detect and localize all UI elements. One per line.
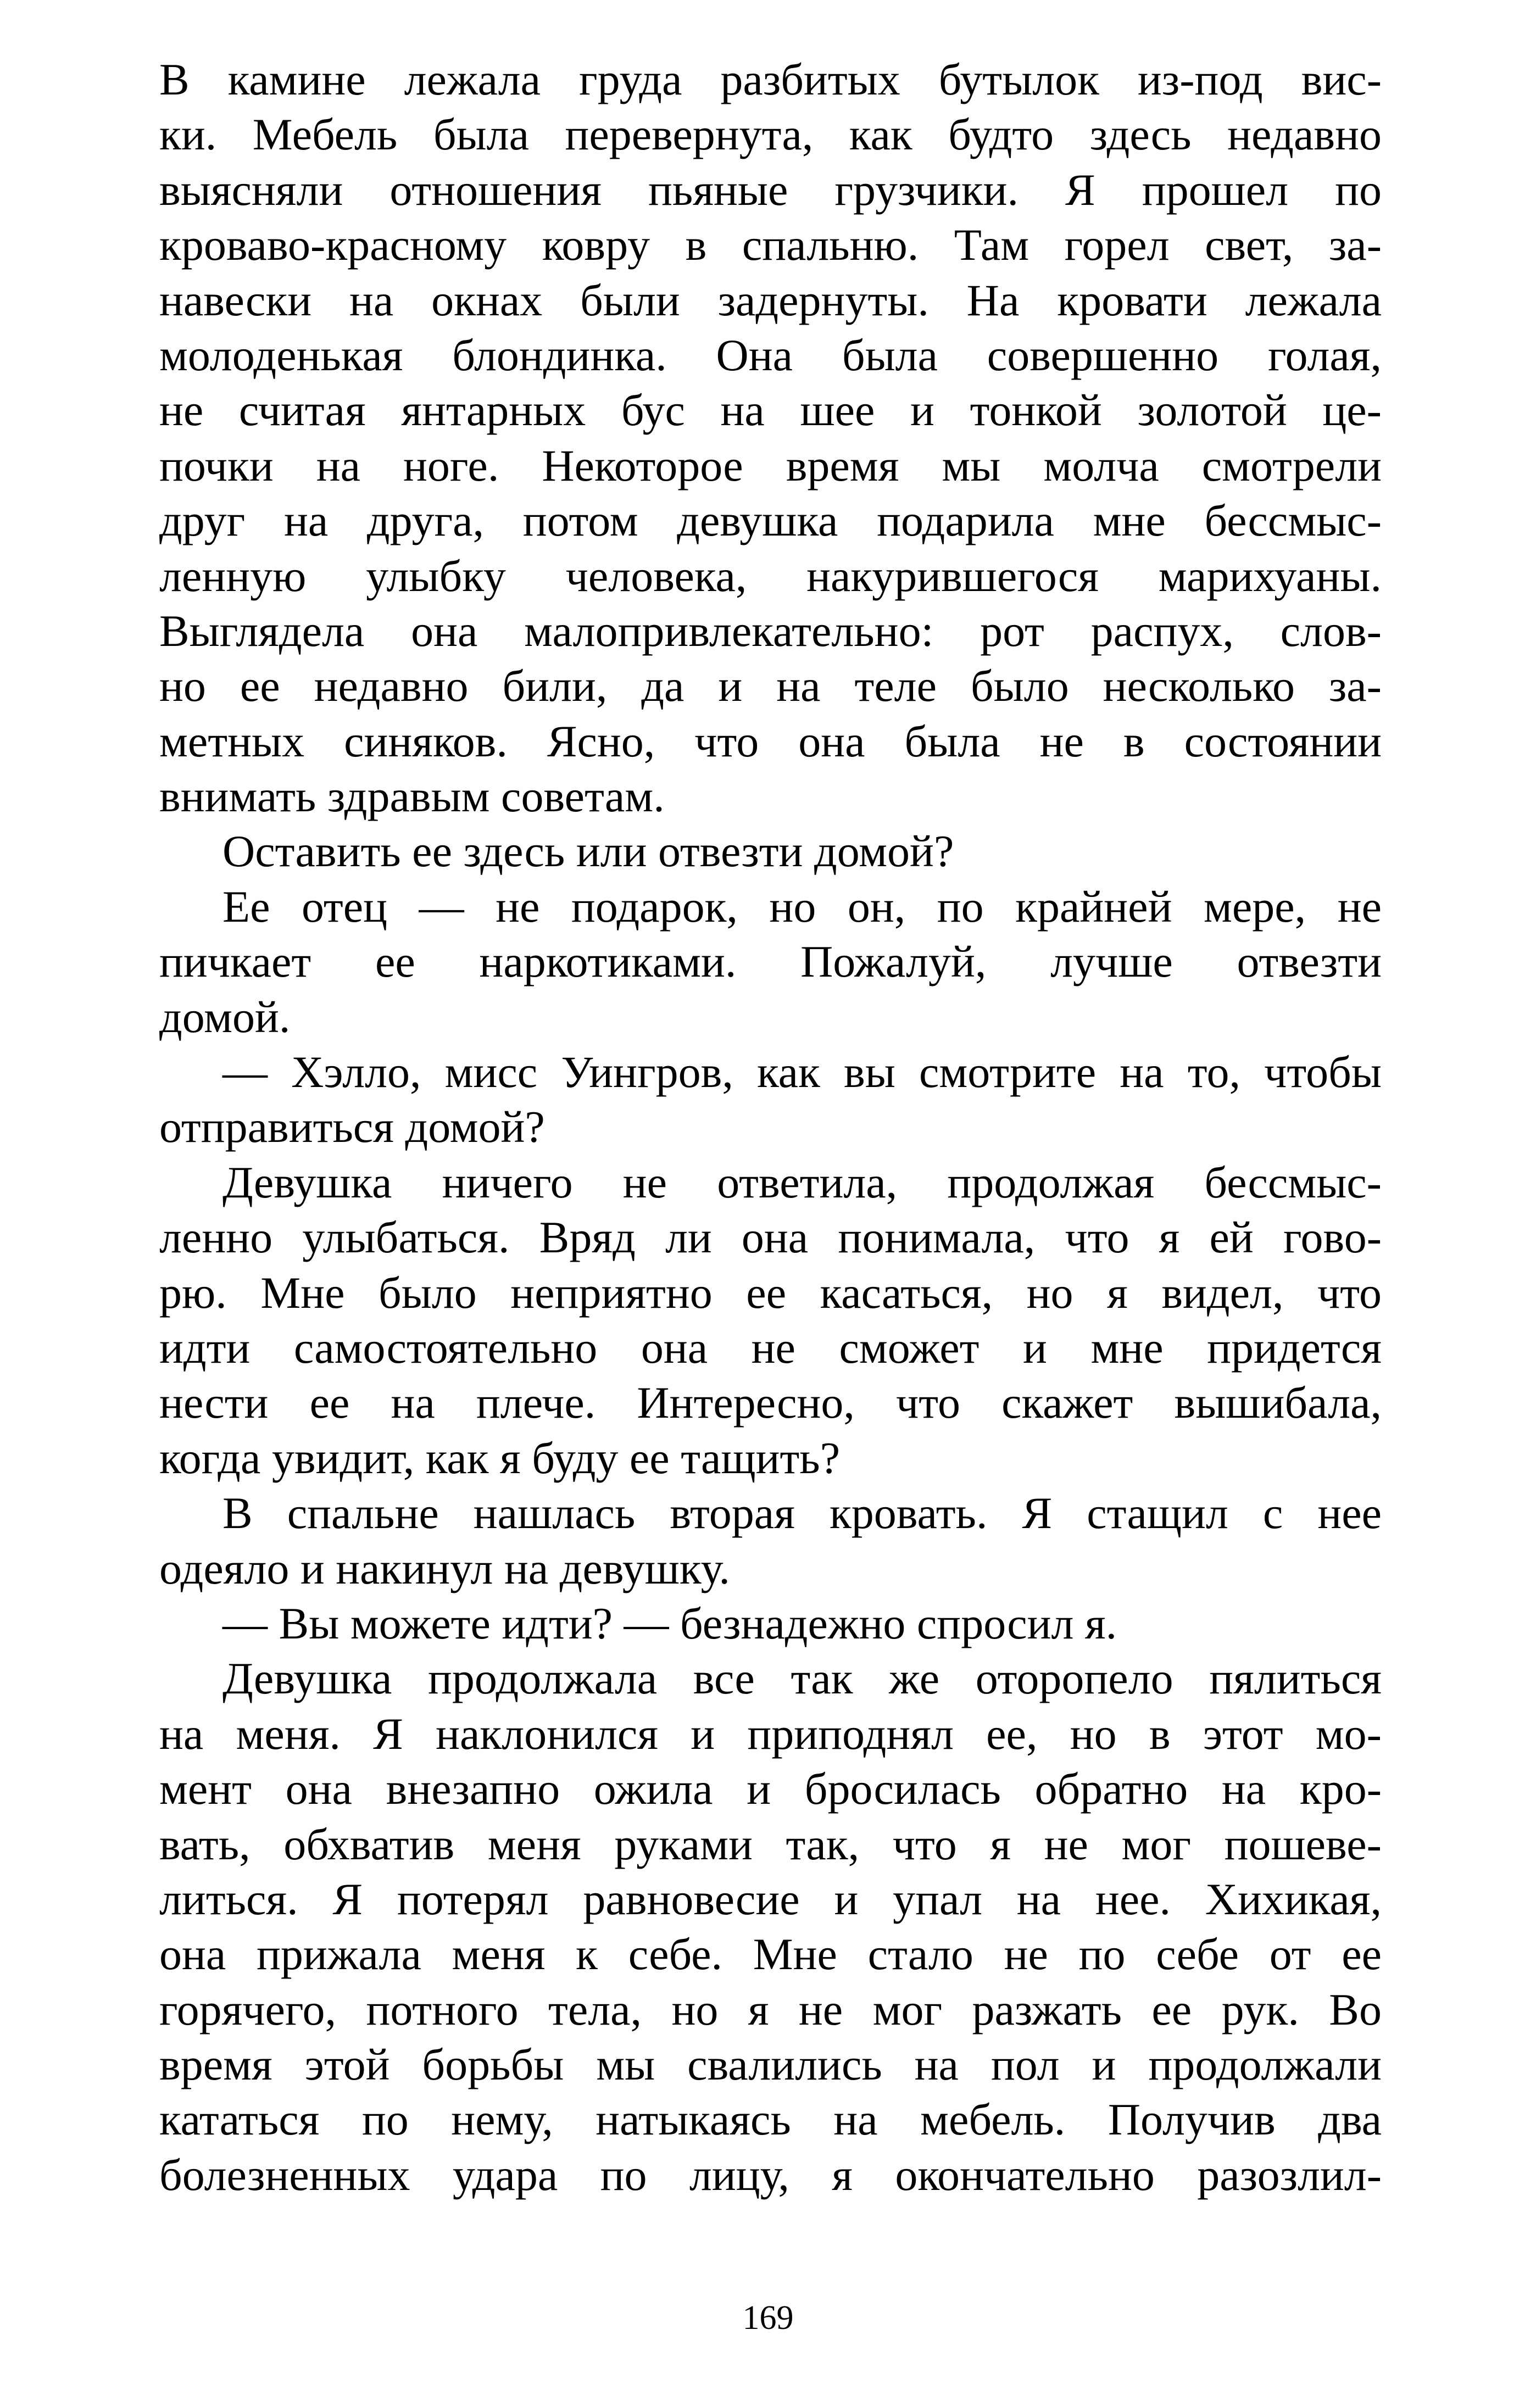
text-line: внимать здравым советам. [159, 771, 665, 822]
text-line: одеяло и накинул на девушку. [159, 1543, 730, 1593]
text-line: ленно улыбаться. Вряд ли она понимала, что я ей гово- [159, 1212, 1382, 1263]
text-line: на меня. Я наклонился и приподнял ее, но в этот мо- [159, 1708, 1382, 1759]
text-line: мент она внезапно ожила и бросилась обратно на кро- [159, 1764, 1382, 1814]
text-line: литься. Я потерял равновесие и упал на нее. Хихикая, [159, 1874, 1382, 1924]
text-line: молоденькая блондинка. Она была совершенно голая, [159, 330, 1382, 380]
text-line: рю. Мне было неприятно ее касаться, но я видел, что [159, 1267, 1382, 1318]
text-line: Ее отец — не подарок, но он, по крайней мере, не [222, 881, 1382, 932]
text-line: навески на окнах были задернуты. На кровати лежала [159, 275, 1382, 325]
text-line: Оставить ее здесь или отвезти домой? [222, 826, 954, 877]
text-line: горячего, потного тела, но я не мог разжать ее рук. Во [159, 1984, 1382, 2034]
text-line: она прижала меня к себе. Мне стало не по себе от ее [159, 1929, 1382, 1980]
text-line: Девушка продолжала все так же оторопело пялиться [222, 1653, 1382, 1704]
text-line: — Хэлло, мисс Уингров, как вы смотрите на то, чтобы [222, 1047, 1382, 1097]
text-line: домой. [159, 991, 291, 1042]
text-line: отправиться домой? [159, 1102, 545, 1152]
body-text [159, 52, 1382, 2203]
text-line: время этой борьбы мы свалились на пол и продолжали [159, 2039, 1382, 2090]
text-line: не считая янтарных бус на шее и тонкой золотой це- [159, 385, 1382, 436]
text-line: нести ее на плече. Интересно, что скажет вышибала, [159, 1378, 1382, 1428]
text-line: Девушка ничего не ответила, продолжая бессмыс- [222, 1157, 1382, 1207]
text-line: ки. Мебель была перевернута, как будто здесь недавно [159, 109, 1382, 160]
text-line: болезненных удара по лицу, я окончательно разозлил- [159, 2149, 1382, 2200]
text-line: пичкает ее наркотиками. Пожалуй, лучше отвезти [159, 937, 1382, 987]
text-line: В камине лежала груда разбитых бутылок из-под вис- [159, 54, 1382, 104]
page-number: 169 [742, 2299, 794, 2337]
text-line: вать, обхватив меня руками так, что я не мог пошеве- [159, 1819, 1382, 1869]
text-line: почки на ноге. Некоторое время мы молча смотрели [159, 440, 1382, 490]
text-line: когда увидит, как я буду ее тащить? [159, 1432, 841, 1483]
text-line: В спальне нашлась вторая кровать. Я стащил с нее [222, 1488, 1382, 1539]
text-line: метных синяков. Ясно, что она была не в состоянии [159, 716, 1382, 766]
text-line: кроваво-красному ковру в спальню. Там горел свет, за- [159, 220, 1382, 270]
text-line: друг на друга, потом девушка подарила мне бессмыс- [159, 495, 1382, 546]
text-line: кататься по нему, натыкаясь на мебель. Получив два [159, 2094, 1382, 2145]
text-line: Выглядела она малопривлекательно: рот распух, слов- [159, 605, 1382, 656]
text-line: идти самостоятельно она не сможет и мне придется [159, 1322, 1382, 1373]
text-line: выясняли отношения пьяные грузчики. Я прошел по [159, 164, 1382, 215]
text-line: но ее недавно били, да и на теле было несколько за- [159, 661, 1382, 711]
text-line: ленную улыбку человека, накурившегося марихуаны. [159, 550, 1382, 601]
text-line: — Вы можете идти? — безнадежно спросил я. [222, 1598, 1117, 1648]
